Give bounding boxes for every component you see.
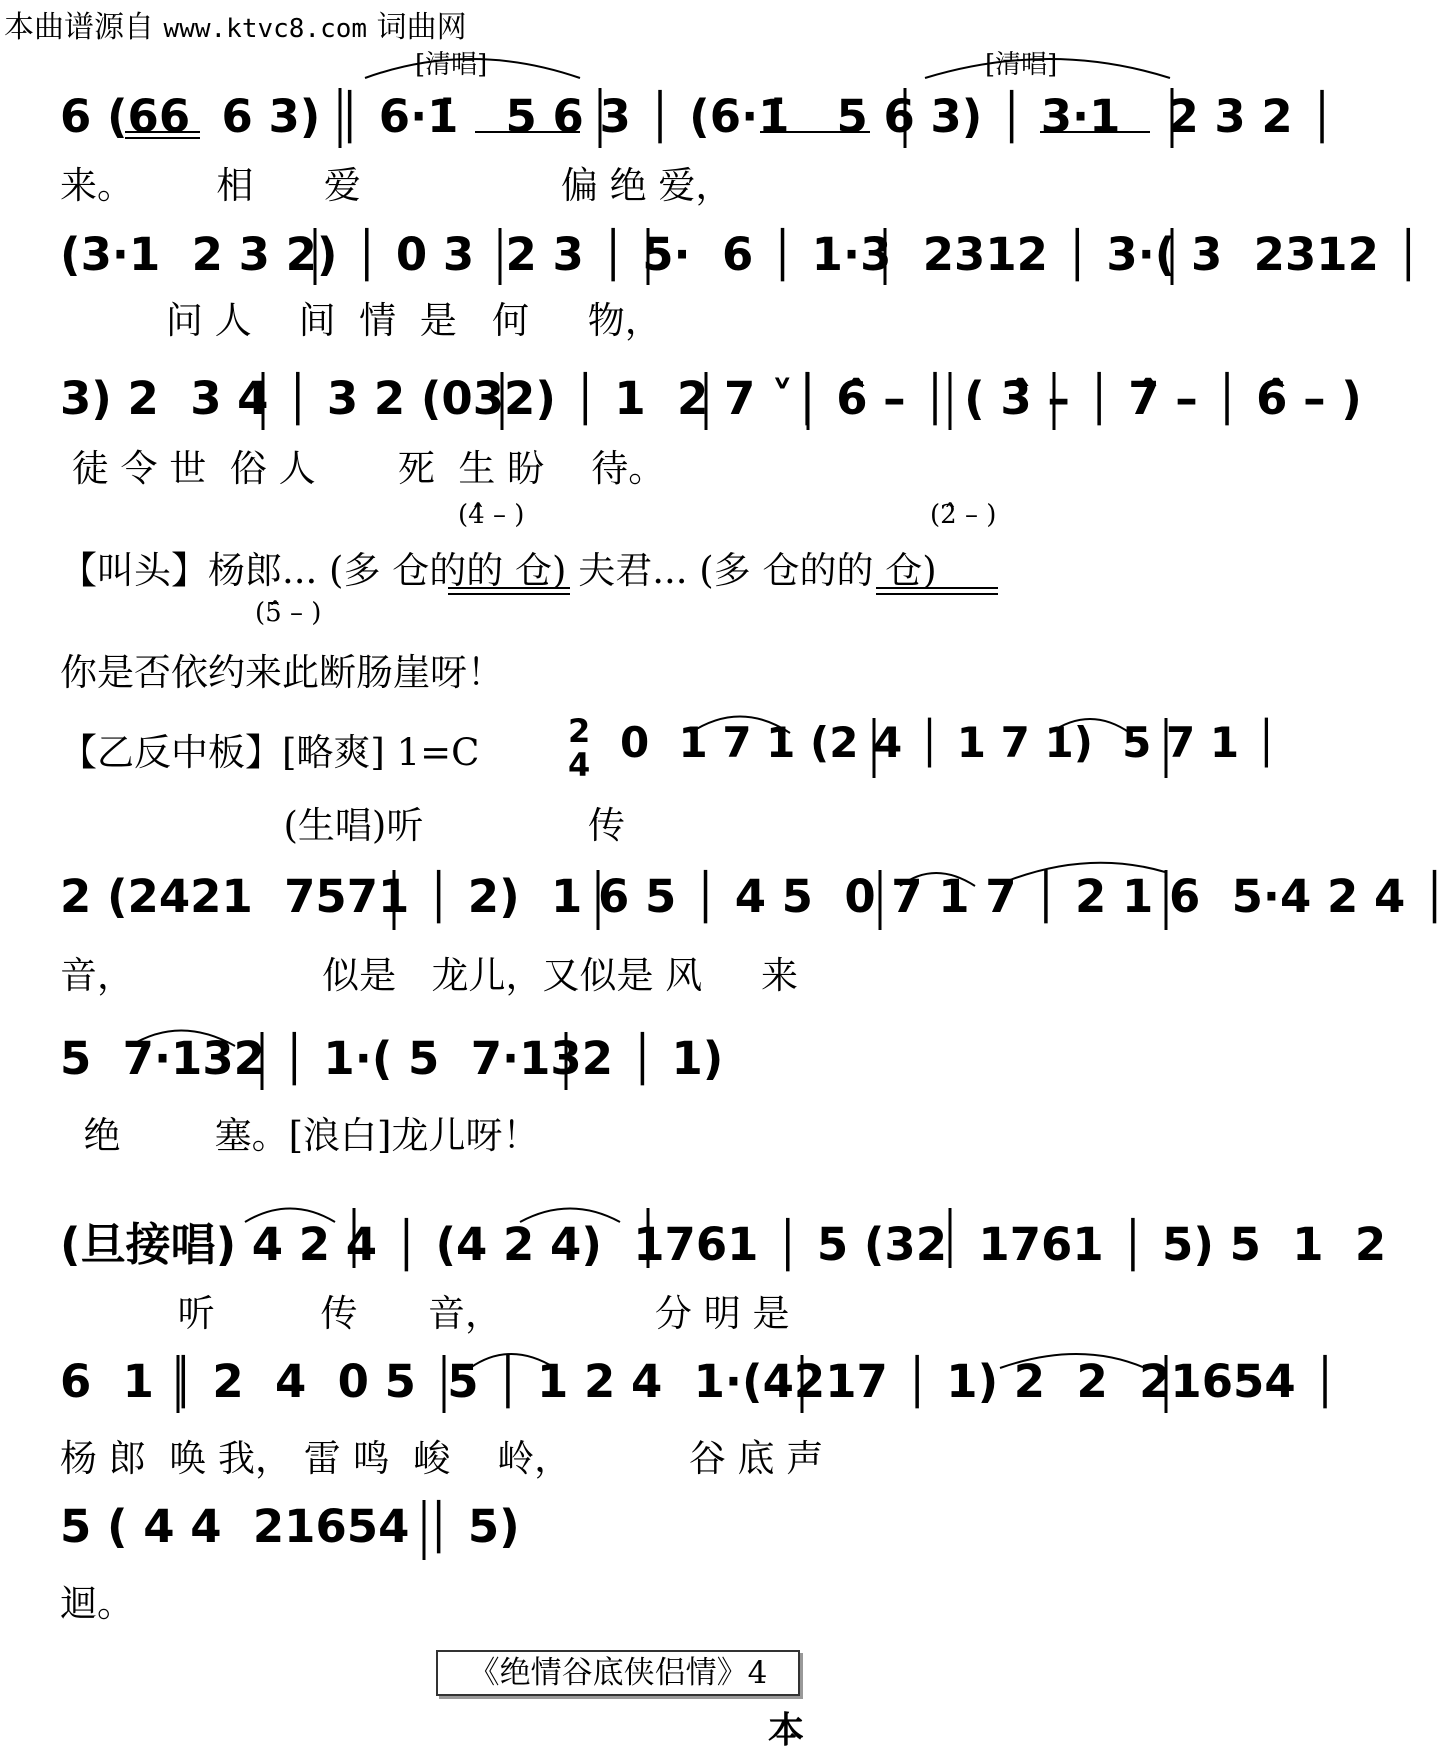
lyrics-line-1: 来。 相 爱 偏 绝 爱，: [60, 164, 733, 207]
jiaotou-line-1: 【叫头】杨郎... (多 仓的的 仓) 夫君... (多 仓的的 仓): [60, 549, 937, 592]
section2-lyrics: (生唱)听 传: [60, 804, 625, 847]
score-line-1: 6 (66 6 3) │ 6·1̇ 5 6 3 │ (6·1̇ 5 6 3) │ 3·1 2 3 2 │: [60, 90, 1336, 143]
score-line-8: 5 ( 4 4 21654 │ 5): [60, 1500, 520, 1553]
lyrics-line-6: 听 传 音， 分 明 是: [60, 1292, 790, 1335]
lyrics-line-5: 绝 塞。[浪白]龙儿呀！: [60, 1114, 540, 1157]
lyrics-line-4: 音， 似是 龙儿，又似是 风 来: [60, 954, 799, 997]
score-line-5: 5 7·132 │ 1·( 5 7·132 │ 1): [60, 1032, 724, 1085]
jiaotou-line-2: 你是否依约来此断肠崖呀！: [60, 651, 504, 694]
paren-mark-5: (5̂ – ): [255, 598, 322, 628]
score-line-2: (3·1 2 3 2) │ 0 3 2 3 │ 5· 6 │ 1·3 2312 │ 3·( 3 2312 │: [60, 228, 1422, 281]
lyrics-line-2: 问 人 间 情 是 何 物，: [60, 299, 662, 342]
header-right: 词曲网: [376, 10, 467, 45]
qingchang-mark-1: [清唱]: [415, 50, 488, 80]
site-stamp: 本: [768, 1710, 805, 1751]
lyrics-line-8: 迴。: [60, 1582, 134, 1625]
lyrics-line-3: 徒 令 世 俗 人 死 生 盼 待。: [60, 447, 666, 490]
time-signature-bottom: 4: [568, 746, 591, 784]
score-line-4: 2 (2421 7571 │ 2) 1 6 5 │ 4 5 0 7 1 7 │ 2 1 6 5·4 2 4 │: [60, 870, 1448, 923]
score-line-7: 6 1 │ 2 4 0 5 5 │ 1 2 4 1·(4217 │ 1) 2 2 21654 │: [60, 1355, 1339, 1408]
paren-mark-2: (2̂ – ): [930, 500, 997, 530]
lyrics-line-7: 杨 郎 唤 我， 雷 鸣 峻 岭， 谷 底 声: [60, 1437, 824, 1480]
score-title-footer: 《绝情谷底侠侣情》4: [436, 1650, 800, 1696]
header-left: 本曲谱源自: [4, 10, 154, 45]
qingchang-mark-2: [清唱]: [985, 50, 1058, 80]
paren-mark-4: (4̂ – ): [458, 500, 525, 530]
section2-first-bars: 0 1 7 1 (2 4 │ 1 7 1) 5 7 1 │: [620, 718, 1279, 767]
time-signature-top: 2: [568, 712, 591, 750]
score-line-6: (旦接唱) 4 2 4 │ (4 2 4) 1761 │ 5 (32 1761 │ 5) 5 1 2: [60, 1218, 1387, 1271]
section2-title: 【乙反中板】[略爽] 1=C: [60, 731, 480, 774]
header-url[interactable]: www.ktvc8.com: [163, 14, 368, 44]
score-line-3: 3) 2 3 4 │ 3 2 (032) │ 1 2 7 ˅│ 6̂ – │ ( 3̂ – │ 7̂ – │ 6̂ – ): [60, 372, 1362, 425]
